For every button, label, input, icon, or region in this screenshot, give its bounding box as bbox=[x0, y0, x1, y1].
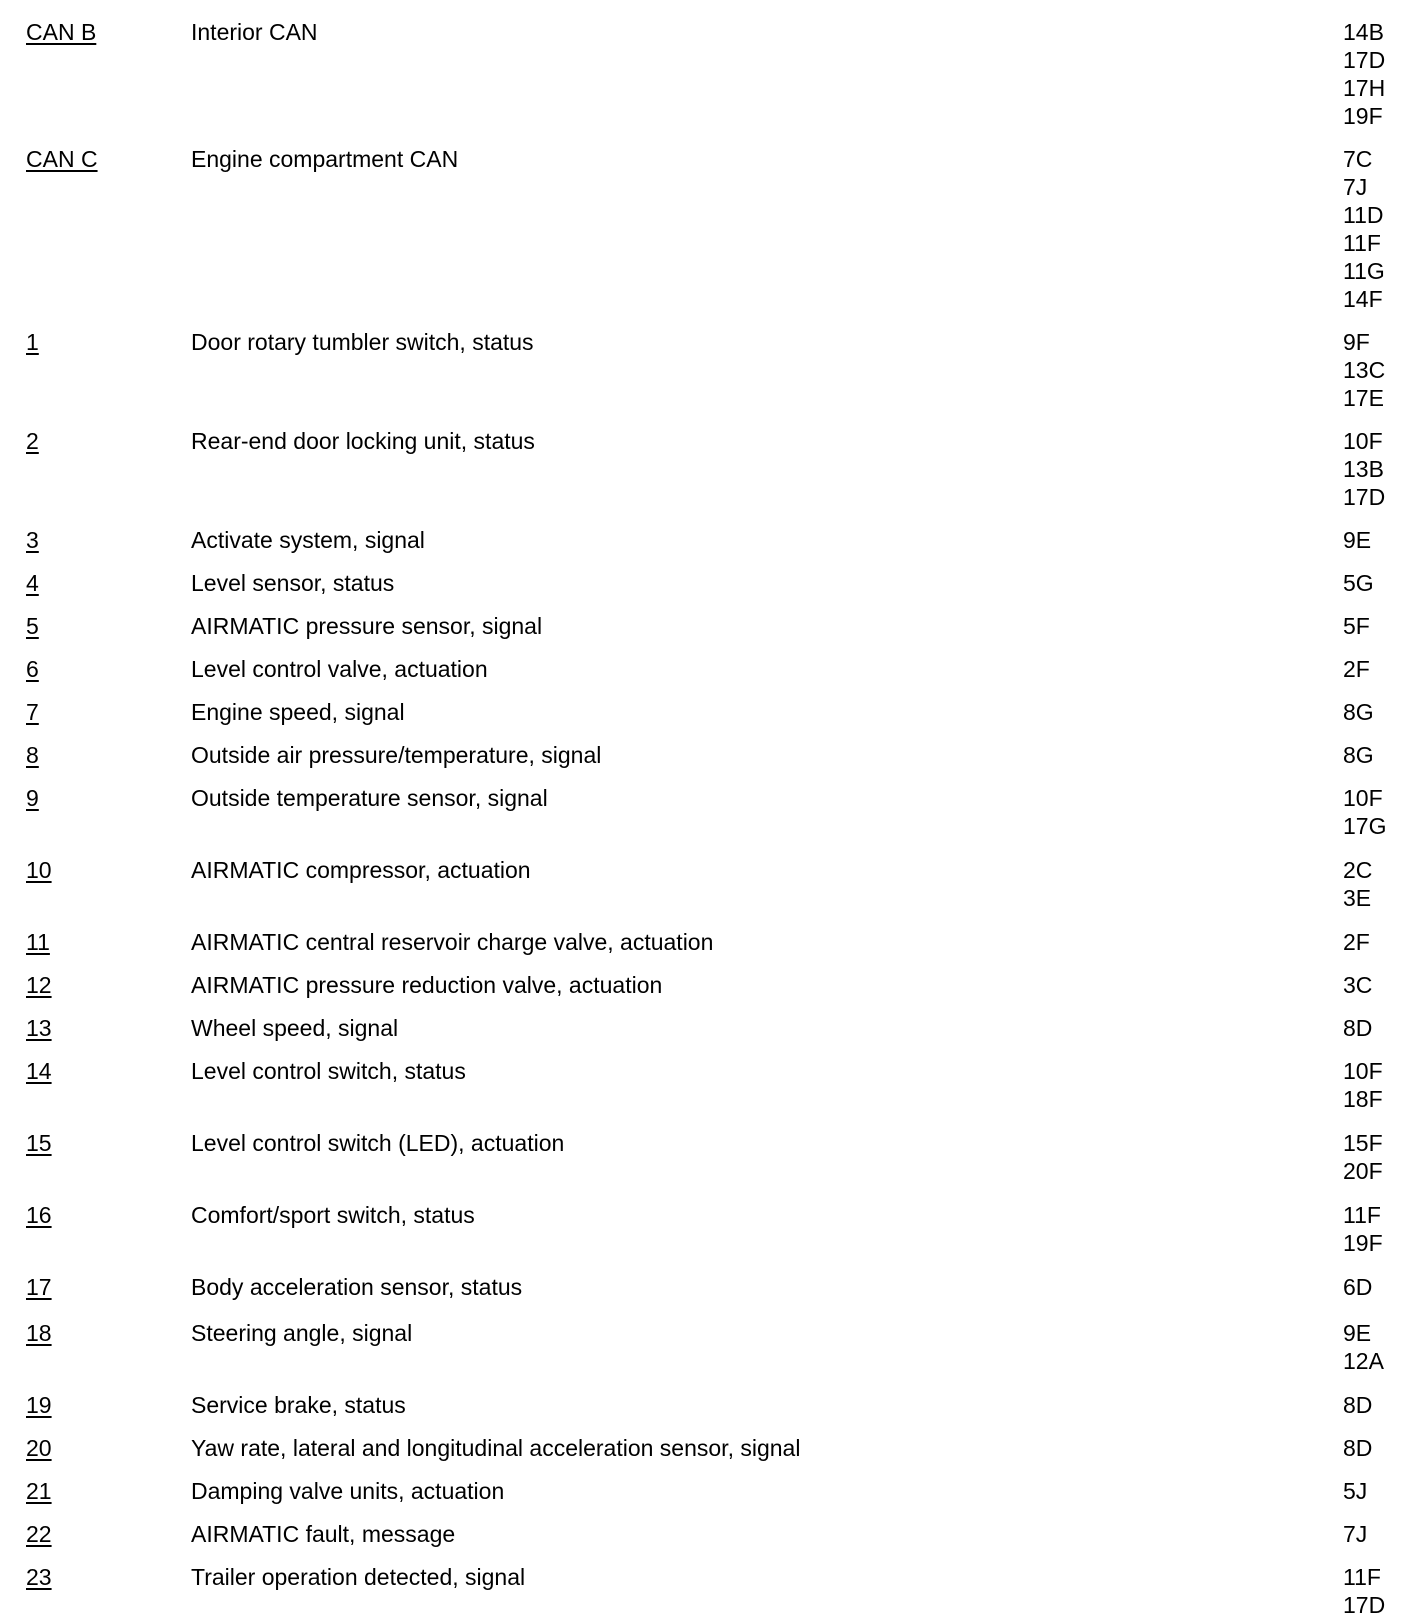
grid-reference: 3C bbox=[1343, 972, 1373, 998]
legend-description: Comfort/sport switch, status bbox=[191, 1202, 475, 1228]
legend-description: Body acceleration sensor, status bbox=[191, 1274, 523, 1300]
grid-reference: 3E bbox=[1343, 885, 1372, 911]
legend-code: CAN C bbox=[26, 146, 98, 172]
grid-reference: 9E bbox=[1343, 527, 1372, 553]
grid-reference: 18F bbox=[1343, 1086, 1383, 1112]
legend-code: 13 bbox=[26, 1015, 52, 1041]
grid-reference: 17E bbox=[1343, 385, 1384, 411]
grid-reference: 17D bbox=[1343, 484, 1386, 510]
legend-description: Trailer operation detected, signal bbox=[191, 1564, 526, 1590]
grid-references bbox=[1343, 1434, 1372, 1462]
legend-description: AIRMATIC central reservoir charge valve, actuation bbox=[191, 929, 714, 955]
legend-code: 7 bbox=[26, 699, 39, 725]
grid-references bbox=[1343, 1273, 1372, 1301]
legend-description: AIRMATIC fault, message bbox=[191, 1521, 456, 1547]
legend-code: 3 bbox=[26, 527, 39, 553]
grid-reference: 6D bbox=[1343, 1274, 1373, 1300]
grid-references bbox=[1343, 1319, 1384, 1375]
grid-reference: 20F bbox=[1343, 1158, 1383, 1184]
legend-code: 12 bbox=[26, 972, 52, 998]
grid-reference: 19F bbox=[1343, 103, 1383, 129]
legend-code: 23 bbox=[26, 1564, 52, 1590]
legend-description: Level control switch, status bbox=[191, 1058, 466, 1084]
grid-reference: 7J bbox=[1343, 174, 1368, 200]
legend-description: AIRMATIC pressure reduction valve, actuation bbox=[191, 972, 663, 998]
legend-description: Outside air pressure/temperature, signal bbox=[191, 742, 602, 768]
legend-code: 11 bbox=[26, 929, 50, 955]
grid-reference: 17D bbox=[1343, 1592, 1386, 1618]
grid-references bbox=[1343, 612, 1370, 640]
legend-description: Steering angle, signal bbox=[191, 1320, 413, 1346]
grid-reference: 8G bbox=[1343, 742, 1374, 768]
grid-references bbox=[1343, 1057, 1383, 1113]
grid-references bbox=[1343, 655, 1370, 683]
legend-description: Engine speed, signal bbox=[191, 699, 405, 725]
grid-references bbox=[1343, 1201, 1383, 1257]
grid-references bbox=[1343, 856, 1372, 912]
legend-code: 6 bbox=[26, 656, 39, 682]
legend-code: 17 bbox=[26, 1274, 52, 1300]
grid-reference: 5J bbox=[1343, 1478, 1368, 1504]
legend-code: 18 bbox=[26, 1320, 52, 1346]
legend-code: 16 bbox=[26, 1202, 52, 1228]
legend-description: AIRMATIC compressor, actuation bbox=[191, 857, 531, 883]
grid-references bbox=[1343, 698, 1374, 726]
grid-references bbox=[1343, 1520, 1367, 1548]
legend-description: AIRMATIC pressure sensor, signal bbox=[191, 613, 543, 639]
grid-reference: 19F bbox=[1343, 1230, 1383, 1256]
grid-reference: 11D bbox=[1343, 202, 1384, 228]
grid-reference: 8G bbox=[1343, 699, 1374, 725]
grid-reference: 5G bbox=[1343, 570, 1374, 596]
legend-code: 5 bbox=[26, 613, 39, 639]
legend-code: 21 bbox=[26, 1478, 52, 1504]
grid-reference: 8D bbox=[1343, 1435, 1373, 1461]
legend-code: 20 bbox=[26, 1435, 52, 1461]
grid-reference: 17D bbox=[1343, 47, 1386, 73]
grid-references bbox=[1343, 1014, 1372, 1042]
legend-description: Yaw rate, lateral and longitudinal acceleration sensor, signal bbox=[191, 1435, 801, 1461]
grid-reference: 2F bbox=[1343, 929, 1370, 955]
grid-reference: 13C bbox=[1343, 357, 1386, 383]
grid-reference: 11F bbox=[1343, 1202, 1381, 1228]
legend-description: Damping valve units, actuation bbox=[191, 1478, 505, 1504]
grid-references bbox=[1343, 741, 1374, 769]
legend-description: Level control valve, actuation bbox=[191, 656, 488, 682]
grid-reference: 7C bbox=[1343, 146, 1373, 172]
grid-reference: 12A bbox=[1343, 1348, 1384, 1374]
legend-description: Level sensor, status bbox=[191, 570, 395, 596]
grid-references bbox=[1343, 1477, 1367, 1505]
legend-code: 9 bbox=[26, 785, 39, 811]
grid-reference: 11G bbox=[1343, 258, 1385, 284]
grid-reference: 10F bbox=[1343, 428, 1383, 454]
legend-code: 10 bbox=[26, 857, 52, 883]
grid-reference: 17G bbox=[1343, 813, 1387, 839]
grid-references bbox=[1343, 569, 1374, 597]
grid-reference: 11F bbox=[1343, 1564, 1381, 1590]
grid-reference: 8D bbox=[1343, 1015, 1373, 1041]
grid-references bbox=[1343, 971, 1372, 999]
legend-code: 2 bbox=[26, 428, 39, 454]
legend-description: Outside temperature sensor, signal bbox=[191, 785, 548, 811]
grid-references bbox=[1343, 784, 1386, 840]
grid-reference: 8D bbox=[1343, 1392, 1373, 1418]
legend-description: Wheel speed, signal bbox=[191, 1015, 399, 1041]
legend-description: Rear-end door locking unit, status bbox=[191, 428, 535, 454]
grid-references bbox=[1343, 427, 1385, 511]
legend-code: 1 bbox=[26, 329, 39, 355]
grid-reference: 9E bbox=[1343, 1320, 1372, 1346]
legend-code: CAN B bbox=[26, 19, 97, 45]
grid-reference: 14B bbox=[1343, 19, 1384, 45]
grid-reference: 2C bbox=[1343, 857, 1373, 883]
grid-references bbox=[1343, 526, 1371, 554]
legend-description: Activate system, signal bbox=[191, 527, 425, 553]
grid-references bbox=[1343, 1391, 1372, 1419]
grid-reference: 11F bbox=[1343, 230, 1381, 256]
legend-code: 15 bbox=[26, 1130, 52, 1156]
grid-reference: 9F bbox=[1343, 329, 1370, 355]
grid-reference: 7J bbox=[1343, 1521, 1368, 1547]
legend-code: 8 bbox=[26, 742, 39, 768]
grid-references bbox=[1343, 1563, 1385, 1619]
legend-description: Service brake, status bbox=[191, 1392, 406, 1418]
legend-code: 4 bbox=[26, 570, 39, 596]
grid-reference: 2F bbox=[1343, 656, 1370, 682]
legend-code: 22 bbox=[26, 1521, 52, 1547]
grid-reference: 14F bbox=[1343, 286, 1383, 312]
grid-reference: 5F bbox=[1343, 613, 1370, 639]
legend-description: Level control switch (LED), actuation bbox=[191, 1130, 565, 1156]
grid-references bbox=[1343, 18, 1385, 130]
grid-references bbox=[1343, 928, 1370, 956]
grid-reference: 10F bbox=[1343, 785, 1383, 811]
legend-description: Engine compartment CAN bbox=[191, 146, 459, 172]
legend-code: 14 bbox=[26, 1058, 52, 1084]
grid-reference: 15F bbox=[1343, 1130, 1383, 1156]
grid-reference: 17H bbox=[1343, 75, 1386, 101]
grid-references bbox=[1343, 328, 1385, 412]
grid-references bbox=[1343, 145, 1385, 313]
grid-reference: 13B bbox=[1343, 456, 1384, 482]
legend-description: Door rotary tumbler switch, status bbox=[191, 329, 534, 355]
legend-description: Interior CAN bbox=[191, 19, 318, 45]
grid-reference: 10F bbox=[1343, 1058, 1383, 1084]
legend-code: 19 bbox=[26, 1392, 52, 1418]
grid-references bbox=[1343, 1129, 1383, 1185]
